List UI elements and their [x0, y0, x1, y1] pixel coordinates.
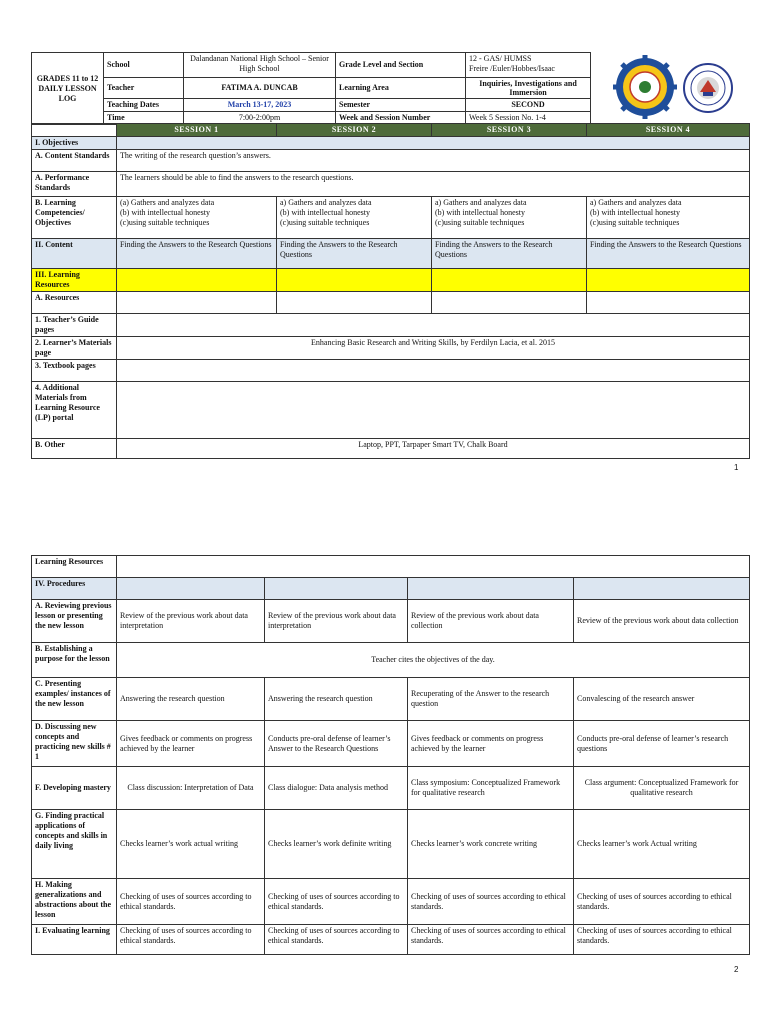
generalizations-session-1: Checking of uses of sources according to ethical standards.: [117, 879, 265, 925]
learning-resources-label-page-2: Learning Resources: [32, 556, 117, 578]
evaluating-session-1: Checking of uses of sources according to ethical standards.: [117, 925, 265, 955]
week-value: Week 5 Session No. 1-4: [466, 112, 591, 125]
week-label: Week and Session Number: [336, 112, 466, 125]
procedures-table-page-2: [31, 555, 750, 955]
applications-session-3: Checks learner’s work concrete writing: [408, 810, 574, 879]
session-3-header: SESSION 3: [432, 124, 587, 137]
mastery-session-1: Class discussion: Interpretation of Data: [117, 767, 265, 810]
content-session-2: Finding the Answers to the Research Questions: [277, 239, 432, 269]
competency-session-2: a) Gathers and analyzes data (b) with intellectual honesty (c)using suitable techniques: [277, 197, 432, 239]
learners-materials-value: Enhancing Basic Research and Writing Skills, by Ferdilyn Lacia, et al. 2015: [117, 337, 750, 360]
presenting-session-3: Recuperating of the Answer to the research question: [408, 678, 574, 721]
time-label: Time: [104, 112, 184, 125]
division-seal-logo: [682, 62, 734, 114]
log-title: GRADES 11 to 12 DAILY LESSON LOG: [32, 53, 104, 125]
applications-session-4: Checks learner’s work Actual writing: [574, 810, 750, 879]
performance-standards-value: The learners should be able to find the answers to the research questions.: [117, 172, 750, 197]
practical-applications-label: G. Finding practical applications of concepts and skills in daily living: [32, 810, 117, 879]
reviewing-session-2: Review of the previous work about data interpretation: [265, 600, 408, 643]
mastery-session-3: Class symposium: Conceptualized Framework for qualitative research: [408, 767, 574, 810]
learning-area-value: Inquiries, Investigations and Immersion: [466, 78, 591, 99]
procedures-heading: IV. Procedures: [32, 578, 117, 600]
teaching-dates-value: March 13-17, 2023: [184, 99, 336, 112]
presenting-session-2: Answering the research question: [265, 678, 408, 721]
session-4-header: SESSION 4: [587, 124, 750, 137]
time-value: 7:00-2:00pm: [184, 112, 336, 125]
competency-session-1: (a) Gathers and analyzes data (b) with intellectual honesty (c)using suitable techniques: [117, 197, 277, 239]
semester-label: Semester: [336, 99, 466, 112]
teachers-guide-label: 1. Teacher’s Guide pages: [32, 314, 117, 337]
learning-competencies-label: B. Learning Competencies/ Objectives: [32, 197, 117, 239]
reviewing-session-1: Review of the previous work about data interpretation: [117, 600, 265, 643]
evaluating-session-3: Checking of uses of sources according to ethical standards.: [408, 925, 574, 955]
evaluating-session-4: Checking of uses of sources according to ethical standards.: [574, 925, 750, 955]
competency-session-3: a) Gathers and analyzes data (b) with intellectual honesty (c)using suitable techniques: [432, 197, 587, 239]
generalizations-label: H. Making generalizations and abstractions about the lesson: [32, 879, 117, 925]
semester-value: SECOND: [466, 99, 591, 112]
generalizations-session-2: Checking of uses of sources according to ethical standards.: [265, 879, 408, 925]
resources-label: A. Resources: [32, 292, 117, 314]
grade-label: Grade Level and Section: [336, 53, 466, 78]
teaching-dates-label: Teaching Dates: [104, 99, 184, 112]
page-number-2: 2: [734, 965, 739, 974]
objectives-table-page-1: [31, 123, 750, 459]
presenting-examples-label: C. Presenting examples/ instances of the new lesson: [32, 678, 117, 721]
textbook-pages-label: 3. Textbook pages: [32, 360, 117, 382]
session-1-header: SESSION 1: [117, 124, 277, 137]
generalizations-session-3: Checking of uses of sources according to ethical standards.: [408, 879, 574, 925]
mastery-session-4: Class argument: Conceptualized Framework for qualitative research: [574, 767, 750, 810]
school-gear-logo: [612, 54, 678, 120]
purpose-value: Teacher cites the objectives of the day.: [117, 643, 750, 678]
competency-session-4: a) Gathers and analyzes data (b) with intellectual honesty (c)using suitable techniques: [587, 197, 750, 239]
learners-materials-label: 2. Learner’s Materials page: [32, 337, 117, 360]
school-value: Dalandanan National High School – Senior High School: [184, 53, 336, 78]
generalizations-session-4: Checking of uses of sources according to ethical standards.: [574, 879, 750, 925]
evaluating-learning-label: I. Evaluating learning: [32, 925, 117, 955]
content-session-1: Finding the Answers to the Research Questions: [117, 239, 277, 269]
reviewing-label: A. Reviewing previous lesson or presenting the new lesson: [32, 600, 117, 643]
presenting-session-4: Convalescing of the research answer: [574, 678, 750, 721]
discussing-session-1: Gives feedback or comments on progress achieved by the learner: [117, 721, 265, 767]
evaluating-session-2: Checking of uses of sources according to ethical standards.: [265, 925, 408, 955]
objectives-heading: I. Objectives: [32, 137, 117, 150]
content-label: II. Content: [32, 239, 117, 269]
mastery-session-2: Class dialogue: Data analysis method: [265, 767, 408, 810]
content-session-3: Finding the Answers to the Research Questions: [432, 239, 587, 269]
content-session-4: Finding the Answers to the Research Questions: [587, 239, 750, 269]
other-resources-value: Laptop, PPT, Tarpaper Smart TV, Chalk Board: [117, 439, 750, 459]
content-standards-label: A. Content Standards: [32, 150, 117, 172]
developing-mastery-label: F. Developing mastery: [32, 767, 117, 810]
other-resources-label: B. Other: [32, 439, 117, 459]
presenting-session-1: Answering the research question: [117, 678, 265, 721]
reviewing-session-4: Review of the previous work about data collection: [574, 600, 750, 643]
teacher-value: FATIMA A. DUNCAB: [184, 78, 336, 99]
discussing-session-4: Conducts pre-oral defense of learner’s research questions: [574, 721, 750, 767]
content-standards-value: The writing of the research question’s answers.: [117, 150, 750, 172]
performance-standards-label: A. Performance Standards: [32, 172, 117, 197]
discussing-session-2: Conducts pre-oral defense of learner’s Answer to the Research Questions: [265, 721, 408, 767]
discussing-concepts-label: D. Discussing new concepts and practicing new skills # 1: [32, 721, 117, 767]
additional-materials-label: 4. Additional Materials from Learning Resource (LP) portal: [32, 382, 117, 439]
school-label: School: [104, 53, 184, 78]
discussing-session-3: Gives feedback or comments on progress achieved by the learner: [408, 721, 574, 767]
teacher-label: Teacher: [104, 78, 184, 99]
learning-resources-label: III. Learning Resources: [32, 269, 117, 292]
reviewing-session-3: Review of the previous work about data collection: [408, 600, 574, 643]
learning-area-label: Learning Area: [336, 78, 466, 99]
page-number-1: 1: [734, 463, 739, 472]
applications-session-1: Checks learner’s work actual writing: [117, 810, 265, 879]
session-2-header: SESSION 2: [277, 124, 432, 137]
applications-session-2: Checks learner’s work definite writing: [265, 810, 408, 879]
grade-value: 12 - GAS/ HUMSS Freire /Euler/Hobbes/Isaac: [466, 53, 591, 78]
purpose-label: B. Establishing a purpose for the lesson: [32, 643, 117, 678]
